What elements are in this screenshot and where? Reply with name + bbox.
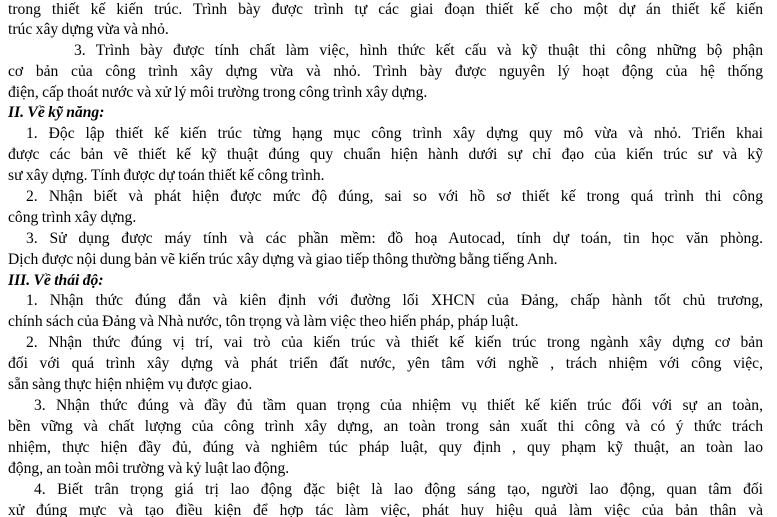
paragraph-first-line: 2. Nhận biết và phát hiện được mức độ đúng, sai so với hồ sơ thiết kế trong quá trình thi công	[26, 188, 763, 205]
body-text-line: Dịch được nội dung bản vẽ kiến trúc xây dựng và giao tiếp thông thường bằng tiếng Anh.	[8, 251, 558, 268]
paragraph-first-line: 3. Trình bày được tính chất làm việc, hình thức kết cấu và kỹ thuật thi công những bộ phận	[74, 42, 763, 59]
paragraph-first-line: 1. Nhận thức đúng đắn và kiên định với đường lối XHCN của Đảng, chấp hành tốt chủ trương,	[26, 292, 763, 309]
body-text-line: công trình xây dựng.	[8, 209, 137, 226]
body-text-line: trong thiết kế kiến trúc. Trình bày được trình tự các giai đoạn thiết kế cho một dự án thiết kế kiến	[8, 1, 763, 18]
paragraph-first-line: 3. Nhận thức đúng và đầy đủ tầm quan trọng của nhiệm vụ thiết kế kiến trúc đối với sự an toàn,	[34, 397, 763, 414]
body-text-line: cơ bản của công trình xây dựng vừa và nhỏ. Trình bày được nguyên lý hoạt động của hệ thống	[8, 63, 763, 80]
paragraph-first-line: 3. Sử dụng được máy tính và các phần mềm: đồ hoạ Autocad, tính dự toán, tin học văn phòng.	[26, 230, 763, 247]
paragraph-first-line: 4. Biết trân trọng giá trị lao động đặc biệt là lao động sáng tạo, người lao động, quan tâm đối	[34, 481, 763, 498]
body-text-line: xử đúng mực và tạo điều kiện để hợp tác làm việc, phát huy hiệu quả làm việc của bản thân và	[8, 502, 763, 517]
section-heading-skills: II. Về kỹ năng:	[8, 104, 105, 121]
body-text-line: đối với quá trình xây dựng và phát triển đất nước, yên tâm với nghề , trách nhiệm với công việc,	[8, 355, 763, 372]
body-text-line: sư xây dựng. Tính được dự toán thiết kế công trình.	[8, 167, 325, 184]
section-heading-attitude: III. Về thái độ:	[8, 272, 104, 289]
paragraph-first-line: 2. Nhận thức đúng vị trí, vai trò của kiến trúc và thiết kế kiến trúc trong ngành xây dựng cơ bản	[26, 334, 763, 351]
body-text-line: bền vững và chất lượng của công trình xây dựng, an toàn trong sản xuất thi công và có ý thức trách	[8, 418, 763, 435]
body-text-line: động, an toàn môi trường và kỷ luật lao động.	[8, 460, 290, 477]
body-text-line: sẵn sàng thực hiện nhiệm vụ được giao.	[8, 376, 253, 393]
body-text-line: nhiệm, thực hiện đầy đủ, đúng và nghiêm túc pháp luật, quy định , quy phạm kỹ thuật, an toàn lao	[8, 439, 763, 456]
body-text-line: trúc xây dựng vừa và nhỏ.	[8, 21, 169, 38]
body-text-line: chính sách của Đảng và Nhà nước, tôn trọng và làm việc theo hiến pháp, pháp luật.	[8, 313, 519, 330]
paragraph-first-line: 1. Độc lập thiết kế kiến trúc từng hạng mục công trình xây dựng quy mô vừa và nhỏ. Triển khai	[26, 125, 763, 142]
body-text-line: điện, cấp thoát nước và xử lý môi trường trong công trình xây dựng.	[8, 84, 428, 101]
body-text-line: được các bản vẽ thiết kế kỹ thuật đúng quy chuẩn hiện hành dưới sự chỉ đạo của kiến trúc sư và kỹ	[8, 146, 763, 163]
